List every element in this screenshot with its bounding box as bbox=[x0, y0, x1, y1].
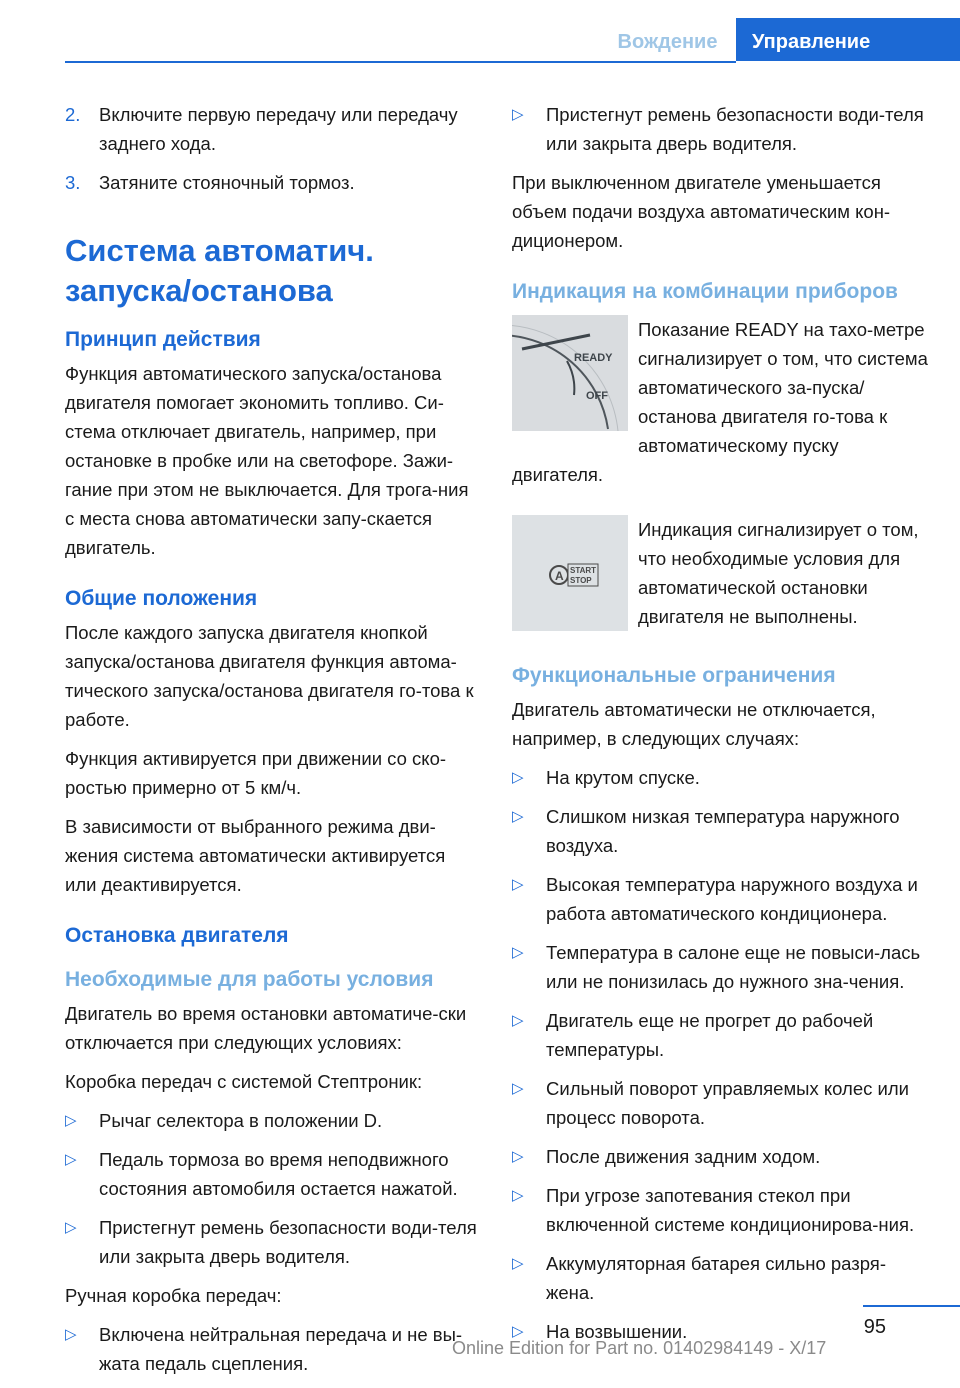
list-item-text: Слишком низкая температура наружного воздуха. bbox=[546, 806, 900, 856]
header-tabs bbox=[599, 18, 960, 61]
list-item-text: Педаль тормоза во время неподвижного состояния автомобиля остается нажатой. bbox=[99, 1149, 458, 1199]
ready-text: Показание READY на тахо-метре сигнализирует о том, что система автоматического за-пуска/останова двигателя го-това к автоматическому пуску двигателя. bbox=[512, 319, 928, 485]
principle-text: Функция автоматического запуска/останова двигателя помогает экономить топливо. Си-стема отключает двигатель, например, при остановке в пробке или на светофоре. Зажи-гание при этом не выключается. Для трога-ния с места снова автоматически запу-скается двигатель. bbox=[65, 363, 469, 558]
list-item bbox=[65, 1320, 480, 1378]
ready-label: READY bbox=[574, 352, 613, 364]
list-item bbox=[512, 1249, 930, 1307]
list-item-text: На крутом спуске. bbox=[546, 767, 700, 788]
bullet-triangle-icon: ▷ bbox=[65, 1112, 77, 1129]
list-item bbox=[512, 1181, 930, 1239]
list-item bbox=[65, 1106, 480, 1135]
general-paragraph: Функция активируется при движении со ско-ростью примерно от 5 км/ч. bbox=[65, 748, 447, 798]
list-item bbox=[512, 1142, 930, 1171]
step-text: Включите первую передачу или передачу заднего хода. bbox=[99, 104, 458, 154]
list-item-text: После движения задним ходом. bbox=[546, 1146, 821, 1167]
list-item-text: Пристегнут ремень безопасности води-теля или закрыта дверь водителя. bbox=[99, 1217, 477, 1267]
bullet-triangle-icon: ▷ bbox=[512, 1080, 524, 1097]
engine-off-text: При выключенном двигателе уменьшается объем подачи воздуха автоматическим кон-диционером. bbox=[512, 172, 891, 251]
step-number: 2. bbox=[65, 104, 81, 125]
step-number: 3. bbox=[65, 172, 81, 193]
list-item-text: Аккумуляторная батарея сильно разря-жена. bbox=[546, 1253, 886, 1303]
start-label: START bbox=[570, 566, 597, 575]
tab-controls[interactable]: Управление bbox=[736, 18, 960, 61]
list-item bbox=[512, 938, 930, 996]
general-heading: Общие положения bbox=[65, 587, 258, 610]
list-item-text: Включена нейтральная передача и не вы-жата педаль сцепления. bbox=[99, 1324, 463, 1374]
list-item-text: При угрозе запотевания стекол при включенной системе кондиционирова-ния. bbox=[546, 1185, 915, 1235]
bullet-triangle-icon: ▷ bbox=[512, 876, 524, 893]
warning-indicator-block bbox=[512, 515, 930, 635]
limits-text: Двигатель автоматически не отключается, например, в следующих случаях: bbox=[512, 699, 876, 749]
general-paragraph: После каждого запуска двигателя кнопкой запуска/останова двигателя функция автома-тического запуска/останова двигателя го-това к работе. bbox=[65, 622, 474, 730]
list-item bbox=[512, 763, 930, 792]
footer-rule bbox=[863, 1305, 960, 1307]
list-item bbox=[512, 1006, 930, 1064]
list-item bbox=[512, 802, 930, 860]
conditions-heading: Необходимые для работы условия bbox=[65, 968, 434, 991]
section-title-line: запуска/останова bbox=[65, 273, 333, 308]
right-column bbox=[512, 100, 930, 1356]
left-column bbox=[65, 100, 480, 1388]
bullet-triangle-icon: ▷ bbox=[512, 944, 524, 961]
off-label: OFF bbox=[586, 390, 608, 402]
list-item-text: Высокая температура наружного воздуха и работа автоматического кондиционера. bbox=[546, 874, 918, 924]
stop-label: STOP bbox=[570, 576, 592, 585]
bullet-triangle-icon: ▷ bbox=[512, 1148, 524, 1165]
tachometer-gauge-icon bbox=[512, 315, 628, 431]
list-item-text: Сильный поворот управляемых колес или процесс поворота. bbox=[546, 1078, 909, 1128]
list-item-text: Температура в салоне еще не повыси-лась или не понизилась до нужного зна-чения. bbox=[546, 942, 921, 992]
list-item-text: Пристегнут ремень безопасности води-теля или закрыта дверь водителя. bbox=[546, 104, 924, 154]
start-stop-warning-image bbox=[512, 515, 628, 631]
list-item bbox=[512, 100, 930, 158]
engine-stop-heading: Остановка двигателя bbox=[65, 924, 289, 947]
bullet-triangle-icon: ▷ bbox=[512, 808, 524, 825]
edition-text: Online Edition for Part no. 01402984149 - X/17 bbox=[452, 1338, 827, 1358]
step-text: Затяните стояночный тормоз. bbox=[99, 172, 355, 193]
list-item bbox=[512, 870, 930, 928]
list-item-text: На возвышении. bbox=[546, 1321, 688, 1342]
section-title bbox=[65, 231, 480, 311]
page-number: 95 bbox=[863, 1316, 886, 1338]
list-item bbox=[65, 1213, 480, 1271]
list-item-text: Рычаг селектора в положении D. bbox=[99, 1110, 383, 1131]
general-paragraph: В зависимости от выбранного режима дви-жения система автоматически активируется или деактивируется. bbox=[65, 816, 446, 895]
limits-heading: Функциональные ограничения bbox=[512, 664, 836, 687]
tab-driving[interactable]: Вождение bbox=[617, 31, 718, 53]
list-item bbox=[512, 1074, 930, 1132]
warning-text: Индикация сигнализирует о том, что необходимые условия для автоматической остановки двигателя не выполнены. bbox=[638, 519, 919, 627]
bullet-triangle-icon: ▷ bbox=[65, 1151, 77, 1168]
bullet-triangle-icon: ▷ bbox=[512, 1187, 524, 1204]
principle-heading: Принцип действия bbox=[65, 328, 261, 351]
bullet-triangle-icon: ▷ bbox=[512, 769, 524, 786]
step-item bbox=[65, 100, 480, 158]
bullet-triangle-icon: ▷ bbox=[512, 106, 524, 123]
step-item bbox=[65, 168, 480, 197]
bullet-triangle-icon: ▷ bbox=[512, 1255, 524, 1272]
bullet-triangle-icon: ▷ bbox=[65, 1326, 77, 1343]
header-rule bbox=[65, 61, 736, 63]
list-item-text: Двигатель еще не прогрет до рабочей температуры. bbox=[546, 1010, 874, 1060]
manual-label: Ручная коробка передач: bbox=[65, 1285, 282, 1306]
tachometer-ready-image bbox=[512, 315, 628, 431]
list-item bbox=[65, 1145, 480, 1203]
section-title-line: Система автоматич. bbox=[65, 233, 374, 268]
start-stop-warning-icon bbox=[512, 515, 628, 631]
bullet-triangle-icon: ▷ bbox=[512, 1012, 524, 1029]
svg-text:A: A bbox=[555, 569, 564, 583]
conditions-text: Двигатель во время остановки автоматиче-ски отключается при следующих условиях: bbox=[65, 1003, 467, 1053]
steptronic-label: Коробка передач с системой Стептроник: bbox=[65, 1071, 423, 1092]
ready-indicator-block bbox=[512, 315, 930, 489]
indicator-heading: Индикация на комбинации приборов bbox=[512, 280, 898, 303]
bullet-triangle-icon: ▷ bbox=[512, 1323, 524, 1340]
bullet-triangle-icon: ▷ bbox=[65, 1219, 77, 1236]
